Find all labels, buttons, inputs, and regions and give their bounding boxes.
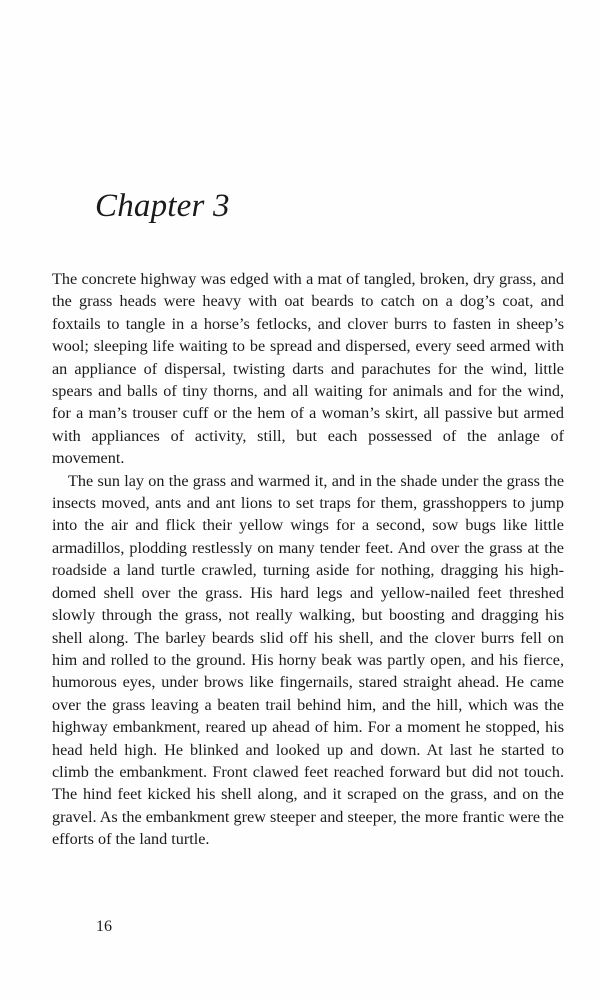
paragraph: The concrete highway was edged with a mat of tangled, broken, dry grass, and the grass heads were heavy with oat beards to catch on a dog’s coat, and foxtails to tangle in a horse’s fetlocks, and clover burrs to fasten in sheep’s wool; sleeping life waiting to be spread and dispersed, every seed armed with an appliance of dispersal, twisting darts and parachutes for the wind, little spears and balls of tiny thorns, and all waiting for animals and for the wind, for a man’s trouser cuff or the hem of a woman’s skirt, all passive but armed with appliances of activity, still, but each possessed of the anlage of movement. bbox=[52, 270, 564, 468]
chapter-body bbox=[52, 268, 564, 851]
paragraph: The sun lay on the grass and warmed it, and in the shade under the grass the insects moved, ants and ant lions to set traps for them, grasshoppers to jump into the air and flick their yellow wings for a second, sow bugs like little armadillos, plodding restlessly on many tender feet. And over the grass at the roadside a land turtle crawled, turning aside for nothing, dragging his high-domed shell over the grass. His hard legs and yellow-nailed feet threshed slowly through the grass, not really walking, but boosting and dragging his shell along. The barley beards slid off his shell, and the clover burrs fell on him and rolled to the ground. His horny beak was partly open, and his fierce, humorous eyes, under brows like fingernails, stared straight ahead. He came over the grass leaving a beaten trail behind him, and the hill, which was the highway embankment, reared up ahead of him. For a moment he stopped, his head held high. He blinked and looked up and down. At last he started to climb the embankment. Front clawed feet reached forward but did not touch. The hind feet kicked his shell along, and it scraped on the grass, and on the gravel. As the embankment grew steeper and steeper, the more frantic were the efforts of the land turtle. bbox=[52, 471, 564, 849]
page-number: 16 bbox=[96, 918, 112, 935]
chapter-title: Chapter 3 bbox=[95, 188, 230, 224]
